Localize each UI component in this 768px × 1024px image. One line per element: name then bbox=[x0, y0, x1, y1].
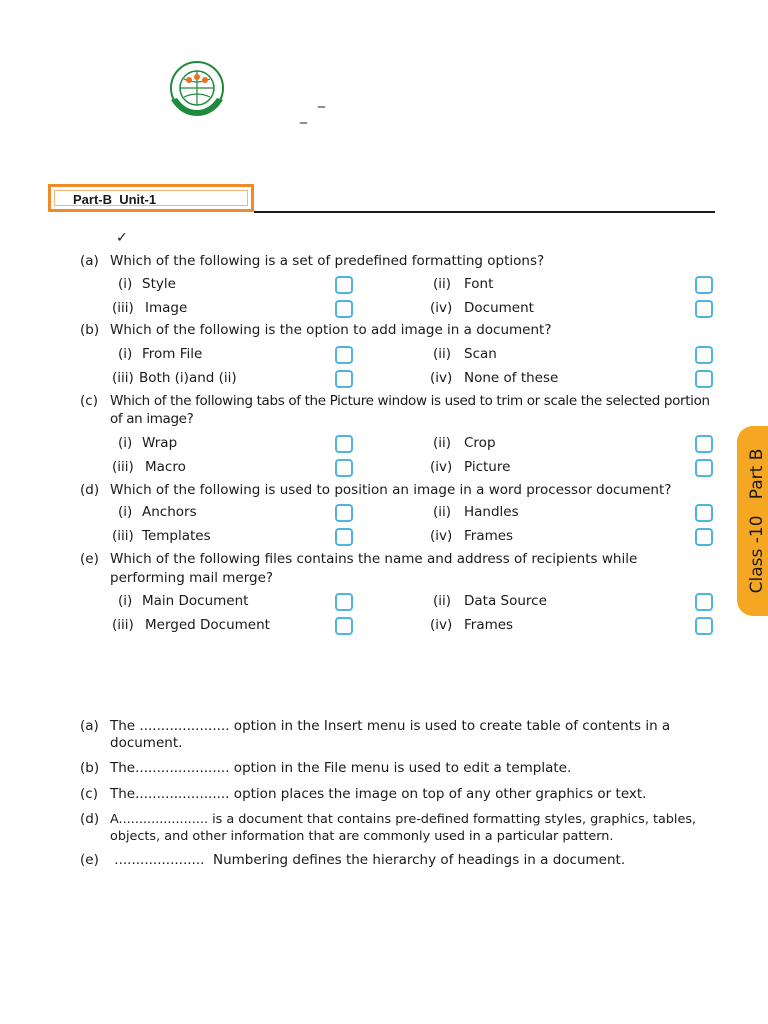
fill-text: The...................... option in the File menu is used to edit a template. bbox=[110, 760, 572, 776]
section-rule bbox=[254, 211, 715, 213]
option-text: Both (i)and (ii) bbox=[139, 370, 237, 386]
checkmark-icon: ✓ bbox=[116, 230, 128, 246]
option-text: Crop bbox=[464, 435, 496, 451]
option-num: (iii) bbox=[112, 370, 134, 386]
answer-checkbox[interactable] bbox=[695, 370, 713, 388]
option-text: Macro bbox=[145, 459, 186, 475]
option-num: (iv) bbox=[430, 528, 453, 544]
question-letter: (a) bbox=[80, 253, 99, 269]
option-text: Templates bbox=[142, 528, 211, 544]
class-side-tab bbox=[737, 426, 768, 616]
option-num: (ii) bbox=[433, 593, 452, 609]
question-letter: (e) bbox=[80, 551, 99, 567]
question-text: Which of the following tabs of the Picture window is used to trim or scale the selected portion of an image? bbox=[110, 393, 710, 427]
option-text: Document bbox=[464, 300, 534, 316]
option-num: (iv) bbox=[430, 459, 453, 475]
option-text: Main Document bbox=[142, 593, 249, 609]
question-letter: (b) bbox=[80, 322, 100, 338]
fill-letter: (a) bbox=[80, 718, 99, 734]
answer-checkbox[interactable] bbox=[335, 504, 353, 522]
header-dash-2: _ bbox=[300, 108, 307, 124]
fill-letter: (c) bbox=[80, 786, 98, 802]
question-text: Which of the following is used to position an image in a word processor document? bbox=[110, 482, 672, 498]
question-text: Which of the following is the option to add image in a document? bbox=[110, 322, 552, 338]
option-num: (i) bbox=[118, 593, 133, 609]
option-text: Anchors bbox=[142, 504, 197, 520]
answer-checkbox[interactable] bbox=[695, 617, 713, 635]
option-text: Merged Document bbox=[145, 617, 270, 633]
option-text: Font bbox=[464, 276, 494, 292]
answer-checkbox[interactable] bbox=[335, 435, 353, 453]
option-text: Wrap bbox=[142, 435, 178, 451]
option-num: (i) bbox=[118, 435, 133, 451]
option-num: (iii) bbox=[112, 459, 134, 475]
option-text: Image bbox=[145, 300, 188, 316]
answer-checkbox[interactable] bbox=[695, 504, 713, 522]
header-dash-1: _ bbox=[318, 92, 325, 108]
option-text: Handles bbox=[464, 504, 519, 520]
fill-letter: (d) bbox=[80, 811, 100, 827]
option-num: (i) bbox=[118, 346, 133, 362]
answer-checkbox[interactable] bbox=[335, 459, 353, 477]
question-letter: (c) bbox=[80, 393, 98, 409]
option-num: (i) bbox=[118, 276, 133, 292]
option-num: (iv) bbox=[430, 370, 453, 386]
answer-checkbox[interactable] bbox=[335, 346, 353, 364]
answer-checkbox[interactable] bbox=[335, 593, 353, 611]
question-text: Which of the following is a set of predefined formatting options? bbox=[110, 253, 545, 269]
option-text: Picture bbox=[464, 459, 511, 475]
answer-checkbox[interactable] bbox=[335, 300, 353, 318]
question-letter: (d) bbox=[80, 482, 100, 498]
answer-checkbox[interactable] bbox=[695, 528, 713, 546]
answer-checkbox[interactable] bbox=[695, 346, 713, 364]
option-text: Data Source bbox=[464, 593, 547, 609]
fill-text: A...................... is a document that contains pre-defined formatting styles, graphics, tables, objects, and other information that are commonly used in a particular pattern. bbox=[110, 812, 697, 844]
option-num: (iv) bbox=[430, 300, 453, 316]
fill-text: The...................... option places the image on top of any other graphics or text. bbox=[110, 786, 647, 802]
answer-checkbox[interactable] bbox=[335, 617, 353, 635]
side-tab-label: Class -10 Part B bbox=[747, 448, 767, 594]
option-num: (iii) bbox=[112, 528, 134, 544]
fill-letter: (e) bbox=[80, 852, 99, 868]
option-num: (ii) bbox=[433, 346, 452, 362]
option-text: None of these bbox=[464, 370, 559, 386]
fill-text: ..................... Numbering defines the hierarchy of headings in a document. bbox=[110, 852, 626, 868]
section-label: Part-B Unit-1 bbox=[73, 192, 157, 207]
answer-checkbox[interactable] bbox=[695, 276, 713, 294]
option-num: (ii) bbox=[433, 435, 452, 451]
option-text: Style bbox=[142, 276, 176, 292]
option-num: (iii) bbox=[112, 617, 134, 633]
option-text: From File bbox=[142, 346, 203, 362]
fill-letter: (b) bbox=[80, 760, 100, 776]
option-num: (i) bbox=[118, 504, 133, 520]
answer-checkbox[interactable] bbox=[695, 435, 713, 453]
answer-checkbox[interactable] bbox=[335, 276, 353, 294]
section-label-box bbox=[48, 184, 254, 212]
option-num: (iv) bbox=[430, 617, 453, 633]
answer-checkbox[interactable] bbox=[695, 593, 713, 611]
answer-checkbox[interactable] bbox=[335, 528, 353, 546]
school-logo bbox=[165, 60, 229, 120]
question-text: Which of the following files contains the name and address of recipients while performing mail merge? bbox=[110, 551, 638, 586]
option-text: Scan bbox=[464, 346, 497, 362]
answer-checkbox[interactable] bbox=[335, 370, 353, 388]
fill-text: The ..................... option in the Insert menu is used to create table of contents in a document. bbox=[110, 718, 671, 751]
option-num: (ii) bbox=[433, 504, 452, 520]
option-text: Frames bbox=[464, 528, 514, 544]
option-text: Frames bbox=[464, 617, 514, 633]
option-num: (ii) bbox=[433, 276, 452, 292]
answer-checkbox[interactable] bbox=[695, 300, 713, 318]
option-num: (iii) bbox=[112, 300, 134, 316]
answer-checkbox[interactable] bbox=[695, 459, 713, 477]
